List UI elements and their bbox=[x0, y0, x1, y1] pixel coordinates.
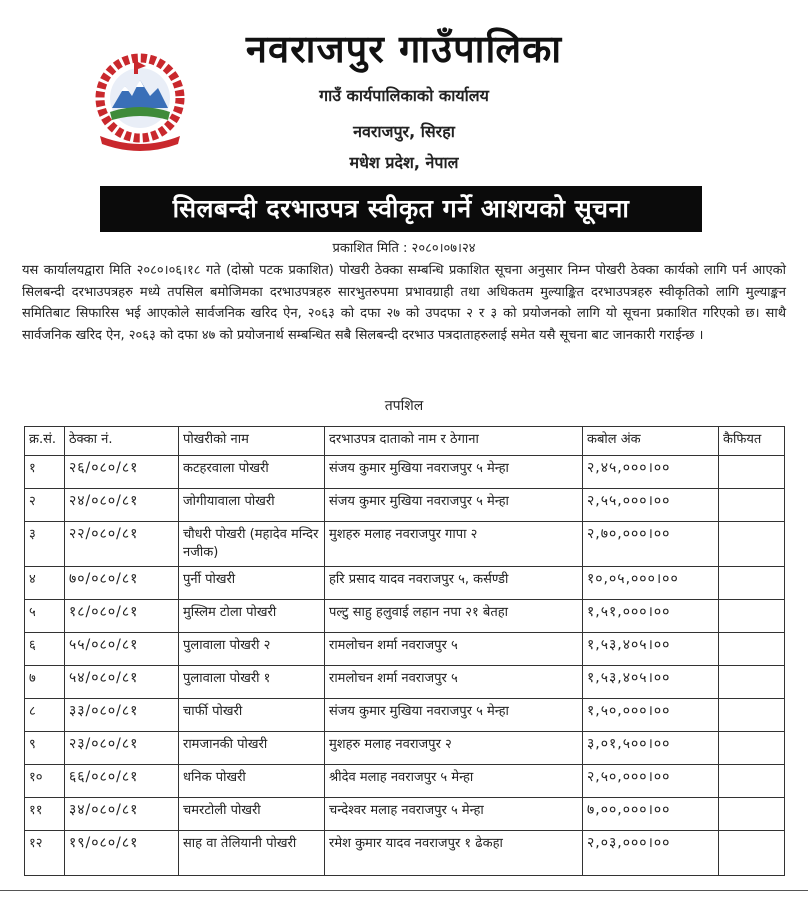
header-contract-no: ठेक्का नं. bbox=[65, 427, 179, 456]
cell-sn: ९ bbox=[25, 732, 65, 765]
cell-pond-name: रामजानकी पोखरी bbox=[179, 732, 325, 765]
table-row bbox=[25, 600, 785, 633]
cell-sn: ११ bbox=[25, 798, 65, 831]
cell-contract-no: ७०/०८०/८१ bbox=[65, 567, 179, 600]
cell-amount: २,७०,०००।०० bbox=[583, 522, 719, 567]
cell-sn: ४ bbox=[25, 567, 65, 600]
header-remarks: कैफियत bbox=[719, 427, 785, 456]
cell-remarks bbox=[719, 600, 785, 633]
cell-remarks bbox=[719, 831, 785, 876]
cell-contract-no: २४/०८०/८१ bbox=[65, 489, 179, 522]
cell-remarks bbox=[719, 567, 785, 600]
cell-contract-no: १९/०८०/८१ bbox=[65, 831, 179, 876]
cell-bidder: चन्देश्वर मलाह नवराजपुर ५ मेन्हा bbox=[325, 798, 583, 831]
table-row bbox=[25, 489, 785, 522]
cell-bidder: मुशहरु मलाह नवराजपुर गापा २ bbox=[325, 522, 583, 567]
table-row bbox=[25, 456, 785, 489]
cell-remarks bbox=[719, 456, 785, 489]
cell-amount: २,५०,०००।०० bbox=[583, 765, 719, 798]
table-row bbox=[25, 666, 785, 699]
cell-pond-name: पुलावाला पोखरी १ bbox=[179, 666, 325, 699]
cell-pond-name: धनिक पोखरी bbox=[179, 765, 325, 798]
page-bottom-rule bbox=[0, 890, 808, 891]
cell-amount: १,५०,०००।०० bbox=[583, 699, 719, 732]
cell-sn: ७ bbox=[25, 666, 65, 699]
table-row bbox=[25, 798, 785, 831]
cell-remarks bbox=[719, 732, 785, 765]
table-row bbox=[25, 699, 785, 732]
bids-table bbox=[24, 426, 785, 876]
cell-amount: २,४५,०००।०० bbox=[583, 456, 719, 489]
cell-pond-name: कटहरवाला पोखरी bbox=[179, 456, 325, 489]
cell-sn: २ bbox=[25, 489, 65, 522]
cell-bidder: हरि प्रसाद यादव नवराजपुर ५, कर्सण्डी bbox=[325, 567, 583, 600]
notice-banner: सिलबन्दी दरभाउपत्र स्वीकृत गर्ने आशयको सूचना bbox=[100, 186, 702, 232]
cell-bidder: रामलोचन शर्मा नवराजपुर ५ bbox=[325, 633, 583, 666]
table-row bbox=[25, 567, 785, 600]
cell-pond-name: पुलावाला पोखरी २ bbox=[179, 633, 325, 666]
office-name: गाउँ कार्यपालिकाको कार्यालय bbox=[319, 86, 489, 105]
cell-sn: १२ bbox=[25, 831, 65, 876]
cell-remarks bbox=[719, 699, 785, 732]
table-row bbox=[25, 522, 785, 567]
table-row bbox=[25, 831, 785, 876]
cell-amount: १,५१,०००।०० bbox=[583, 600, 719, 633]
cell-sn: ५ bbox=[25, 600, 65, 633]
cell-pond-name: चमरटोली पोखरी bbox=[179, 798, 325, 831]
cell-bidder: रमेश कुमार यादव नवराजपुर १ ढेकहा bbox=[325, 831, 583, 876]
address-line-1: नवराजपुर, सिरहा bbox=[353, 122, 455, 141]
cell-contract-no: ६६/०८०/८१ bbox=[65, 765, 179, 798]
cell-sn: १० bbox=[25, 765, 65, 798]
cell-contract-no: २३/०८०/८१ bbox=[65, 732, 179, 765]
cell-amount: ७,००,०००।०० bbox=[583, 798, 719, 831]
cell-amount: २,०३,०००।०० bbox=[583, 831, 719, 876]
cell-contract-no: ५४/०८०/८१ bbox=[65, 666, 179, 699]
published-date: प्रकाशित मिति : २०८०।०७।२४ bbox=[332, 241, 476, 256]
cell-pond-name: जोगीयावाला पोखरी bbox=[179, 489, 325, 522]
cell-remarks bbox=[719, 633, 785, 666]
cell-contract-no: ५५/०८०/८१ bbox=[65, 633, 179, 666]
cell-amount: १०,०५,०००।०० bbox=[583, 567, 719, 600]
cell-bidder: पल्टु साहु हलुवाई लहान नपा २१ बेतहा bbox=[325, 600, 583, 633]
cell-remarks bbox=[719, 798, 785, 831]
table-row bbox=[25, 732, 785, 765]
municipality-title: नवराजपुर गाउँपालिका bbox=[245, 27, 563, 71]
cell-contract-no: ३३/०८०/८१ bbox=[65, 699, 179, 732]
cell-bidder: मुशहरु मलाह नवराजपुर २ bbox=[325, 732, 583, 765]
cell-pond-name: मुस्लिम टोला पोखरी bbox=[179, 600, 325, 633]
header-pond-name: पोखरीको नाम bbox=[179, 427, 325, 456]
cell-sn: ८ bbox=[25, 699, 65, 732]
schedule-label: तपशिल bbox=[384, 398, 424, 414]
cell-pond-name: पुर्नी पोखरी bbox=[179, 567, 325, 600]
cell-contract-no: ३४/०८०/८१ bbox=[65, 798, 179, 831]
cell-remarks bbox=[719, 765, 785, 798]
header-sn: क्र.सं. bbox=[25, 427, 65, 456]
cell-bidder: संजय कुमार मुखिया नवराजपुर ५ मेन्हा bbox=[325, 456, 583, 489]
cell-contract-no: २६/०८०/८१ bbox=[65, 456, 179, 489]
cell-amount: २,५५,०००।०० bbox=[583, 489, 719, 522]
table-header-row bbox=[25, 427, 785, 456]
cell-sn: ६ bbox=[25, 633, 65, 666]
header-bidder: दरभाउपत्र दाताको नाम र ठेगाना bbox=[325, 427, 583, 456]
cell-amount: ३,०१,५००।०० bbox=[583, 732, 719, 765]
cell-contract-no: १८/०८०/८१ bbox=[65, 600, 179, 633]
cell-contract-no: २२/०८०/८१ bbox=[65, 522, 179, 567]
cell-bidder: संजय कुमार मुखिया नवराजपुर ५ मेन्हा bbox=[325, 699, 583, 732]
cell-amount: १,५३,४०५।०० bbox=[583, 666, 719, 699]
table-row bbox=[25, 633, 785, 666]
cell-amount: १,५३,४०५।०० bbox=[583, 633, 719, 666]
cell-remarks bbox=[719, 666, 785, 699]
table-row bbox=[25, 765, 785, 798]
cell-remarks bbox=[719, 522, 785, 567]
header-amount: कबोल अंक bbox=[583, 427, 719, 456]
cell-bidder: रामलोचन शर्मा नवराजपुर ५ bbox=[325, 666, 583, 699]
notice-body: यस कार्यालयद्वारा मिति २०८०।०६।१८ गते (दोस्रो पटक प्रकाशित) पोखरी ठेक्का सम्बन्धि प्रकाशित सूचना अनुसार निम्न पोखरी ठेक्का कार्यको लागि पर्न आएको सिलबन्दी दरभाउपत्रहरु मध्ये तपसिल बमोजिमका दरभाउपत्रहरु सारभुतरुपमा प्रभावग्राही तथा अधिकतम मुल्याङ्कित दरभाउपत्रहरु स्वीकृतिको लागि मुल्याङ्कन समितिबाट सिफारिस भई आएकोले सार्वजनिक खरिद ऐन, २०६३ को दफा २७ को उपदफा २ र ३ को प्रयोजनको लागि यो सूचना प्रकाशित गरिएको छ। साथै सार्वजनिक खरिद ऐन, २०६३ को दफा ४७ को प्रयोजनार्थ सम्बन्धित सबै सिलबन्दी दरभाउ पत्रदाताहरुलाई समेत यसै सूचना बाट जानकारी गराईन्छ । bbox=[22, 263, 786, 343]
cell-bidder: श्रीदेव मलाह नवराजपुर ५ मेन्हा bbox=[325, 765, 583, 798]
cell-pond-name: चौधरी पोखरी (महादेव मन्दिर नजीक) bbox=[179, 522, 325, 567]
cell-remarks bbox=[719, 489, 785, 522]
cell-bidder: संजय कुमार मुखिया नवराजपुर ५ मेन्हा bbox=[325, 489, 583, 522]
cell-pond-name: चार्फी पोखरी bbox=[179, 699, 325, 732]
address-line-2: मधेश प्रदेश, नेपाल bbox=[349, 153, 459, 172]
cell-sn: ३ bbox=[25, 522, 65, 567]
cell-sn: १ bbox=[25, 456, 65, 489]
cell-pond-name: साह वा तेलियानी पोखरी bbox=[179, 831, 325, 876]
